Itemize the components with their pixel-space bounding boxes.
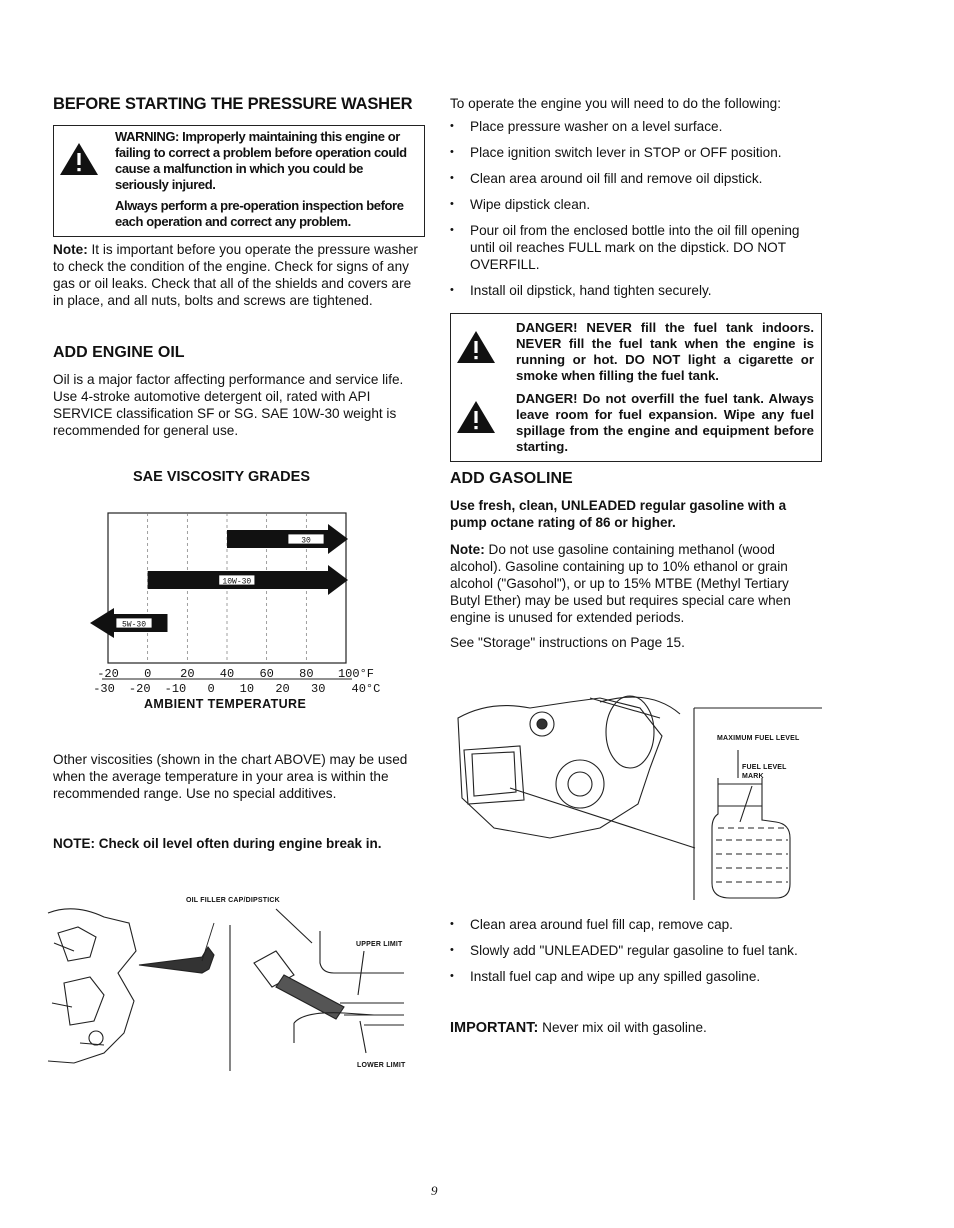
celsius-ticks <box>93 682 380 695</box>
bar-arrow-head <box>328 565 348 595</box>
bar-label: 30 <box>301 536 311 546</box>
danger-text-1: DANGER! NEVER fill the fuel tank indoors. NEVER fill the fuel tank when the engine is running or hot. DO NOT light a cigarette or smoke when filling the fuel tank. <box>516 320 814 383</box>
f-tick-label: 20 <box>180 667 195 681</box>
bar-label: 5W-30 <box>121 620 147 630</box>
gas-note-text: Do not use gasoline containing methanol (wood alcohol). Gasoline containing up to 10% ethanol or grain alcohol ("Gasohol"), or up to 15% MTBE (Methyl Tertiary Butyl Ether) may be used but requires special care when engine is unused for extended periods. <box>450 542 791 625</box>
bar-label: 10W-30 <box>222 577 252 587</box>
f-tick-label: 40 <box>219 667 235 681</box>
list-item: • Install oil dipstick, hand tighten securely. <box>450 282 820 299</box>
note-paragraph <box>53 241 423 309</box>
danger-text-2: DANGER! Do not overfill the fuel tank. Always leave room for fuel expansion. Wipe any fuel spillage from the engine and equipment before starting. <box>516 391 814 454</box>
add-oil-text: Oil is a major factor affecting performance and service life. Use 4-stroke automotive detergent oil, rated with API SERVICE classification SF or SG. SAE 10W-30 weight is recommended for general use. <box>53 372 404 438</box>
f-tick-label: 60 <box>259 667 274 681</box>
warning-text-2: Always perform a pre-operation inspection before each operation and correct any problem. <box>115 198 404 229</box>
other-viscosities-text: Other viscosities (shown in the chart ABOVE) may be used when the average temperature in your area is within the recommended range. Use no special additives. <box>53 752 408 801</box>
f-tick-label: 0 <box>144 667 152 681</box>
c-tick-label: -10 <box>164 682 187 695</box>
list-item: • Wipe dipstick clean. <box>450 196 820 213</box>
list-item: • Pour oil from the enclosed bottle into the oil fill opening until oil reaches FULL mark on the dipstick. DO NOT OVERFILL. <box>450 222 820 273</box>
oil-filler-label: OIL FILLER CAP/DIPSTICK <box>186 897 280 904</box>
c-tick-label: 20 <box>275 682 290 695</box>
danger-triangle-icon <box>456 400 496 434</box>
c-tick-label: 40°C <box>351 682 381 695</box>
c-tick-label: 0 <box>207 682 215 695</box>
c-tick-label: 30 <box>311 682 326 695</box>
note-label: Note: <box>53 242 88 257</box>
page-number: 9 <box>431 1183 438 1198</box>
c-tick-label: -20 <box>128 682 151 695</box>
warning-text: WARNING: Improperly maintaining this engine or failing to correct a problem before operation could cause a malfunction in which you could be seriously injured. <box>115 129 407 192</box>
list-item: • Place pressure washer on a level surface. <box>450 118 820 135</box>
bar-arrow-head <box>328 524 348 554</box>
danger-triangle-icon <box>456 330 496 364</box>
maximum-fuel-level-label: MAXIMUM FUEL LEVEL <box>717 735 800 742</box>
chart-bars <box>90 524 348 638</box>
storage-reference: See "Storage" instructions on Page 15. <box>450 635 685 650</box>
viscosity-chart <box>80 505 410 695</box>
add-gasoline-heading: ADD GASOLINE <box>450 470 573 487</box>
danger-box <box>450 313 822 462</box>
list-item: • Slowly add "UNLEADED" regular gasoline to fuel tank. <box>450 942 840 959</box>
gasoline-note <box>450 541 820 626</box>
list-item: • Install fuel cap and wipe up any spilled gasoline. <box>450 968 840 985</box>
important-note <box>450 1020 707 1036</box>
note-text: It is important before you operate the pressure washer to check the condition of the engine. Check for signs of any gas or oil leaks. Check that all of the shields and covers are in place, and all nuts, bolts and screws are tightened. <box>53 242 418 308</box>
bar-arrow-head <box>90 608 114 638</box>
fahrenheit-ticks <box>97 667 374 681</box>
section-heading-before-starting: BEFORE STARTING THE PRESSURE WASHER <box>53 95 413 113</box>
prep-steps-list <box>450 118 820 299</box>
warning-box <box>53 125 425 237</box>
important-label: IMPORTANT: <box>450 1020 539 1036</box>
f-tick-label: 80 <box>299 667 314 681</box>
warning-triangle-icon <box>59 142 99 176</box>
note-check-oil: NOTE: Check oil level often during engine break in. <box>53 836 382 851</box>
fuel-steps-list <box>450 916 840 985</box>
dipstick-illustration <box>44 903 424 1073</box>
ambient-temperature-label: AMBIENT TEMPERATURE <box>144 697 307 711</box>
upper-limit-label: UPPER LIMIT <box>356 941 403 948</box>
important-text: Never mix oil with gasoline. <box>542 1020 707 1035</box>
gas-note-label: Note: <box>450 542 485 557</box>
c-tick-label: -30 <box>93 682 115 695</box>
f-tick-label: 100°F <box>337 667 375 681</box>
c-tick-label: 10 <box>239 682 255 695</box>
operate-intro: To operate the engine you will need to do the following: <box>450 96 782 111</box>
fuel-level-mark-label: FUEL LEVEL MARK <box>742 764 787 780</box>
list-item: • Clean area around fuel fill cap, remove cap. <box>450 916 840 933</box>
lower-limit-label: LOWER LIMIT <box>357 1062 406 1069</box>
list-item: • Clean area around oil fill and remove oil dipstick. <box>450 170 820 187</box>
list-item: • Place ignition switch lever in STOP or OFF position. <box>450 144 820 161</box>
chart-title: SAE VISCOSITY GRADES <box>133 469 310 485</box>
gasoline-requirement: Use fresh, clean, UNLEADED regular gasoline with a pump octane rating of 86 or higher. <box>450 498 787 530</box>
add-engine-oil-heading: ADD ENGINE OIL <box>53 344 185 361</box>
fuel-tank-illustration <box>450 688 825 903</box>
f-tick-label: -20 <box>97 667 119 681</box>
